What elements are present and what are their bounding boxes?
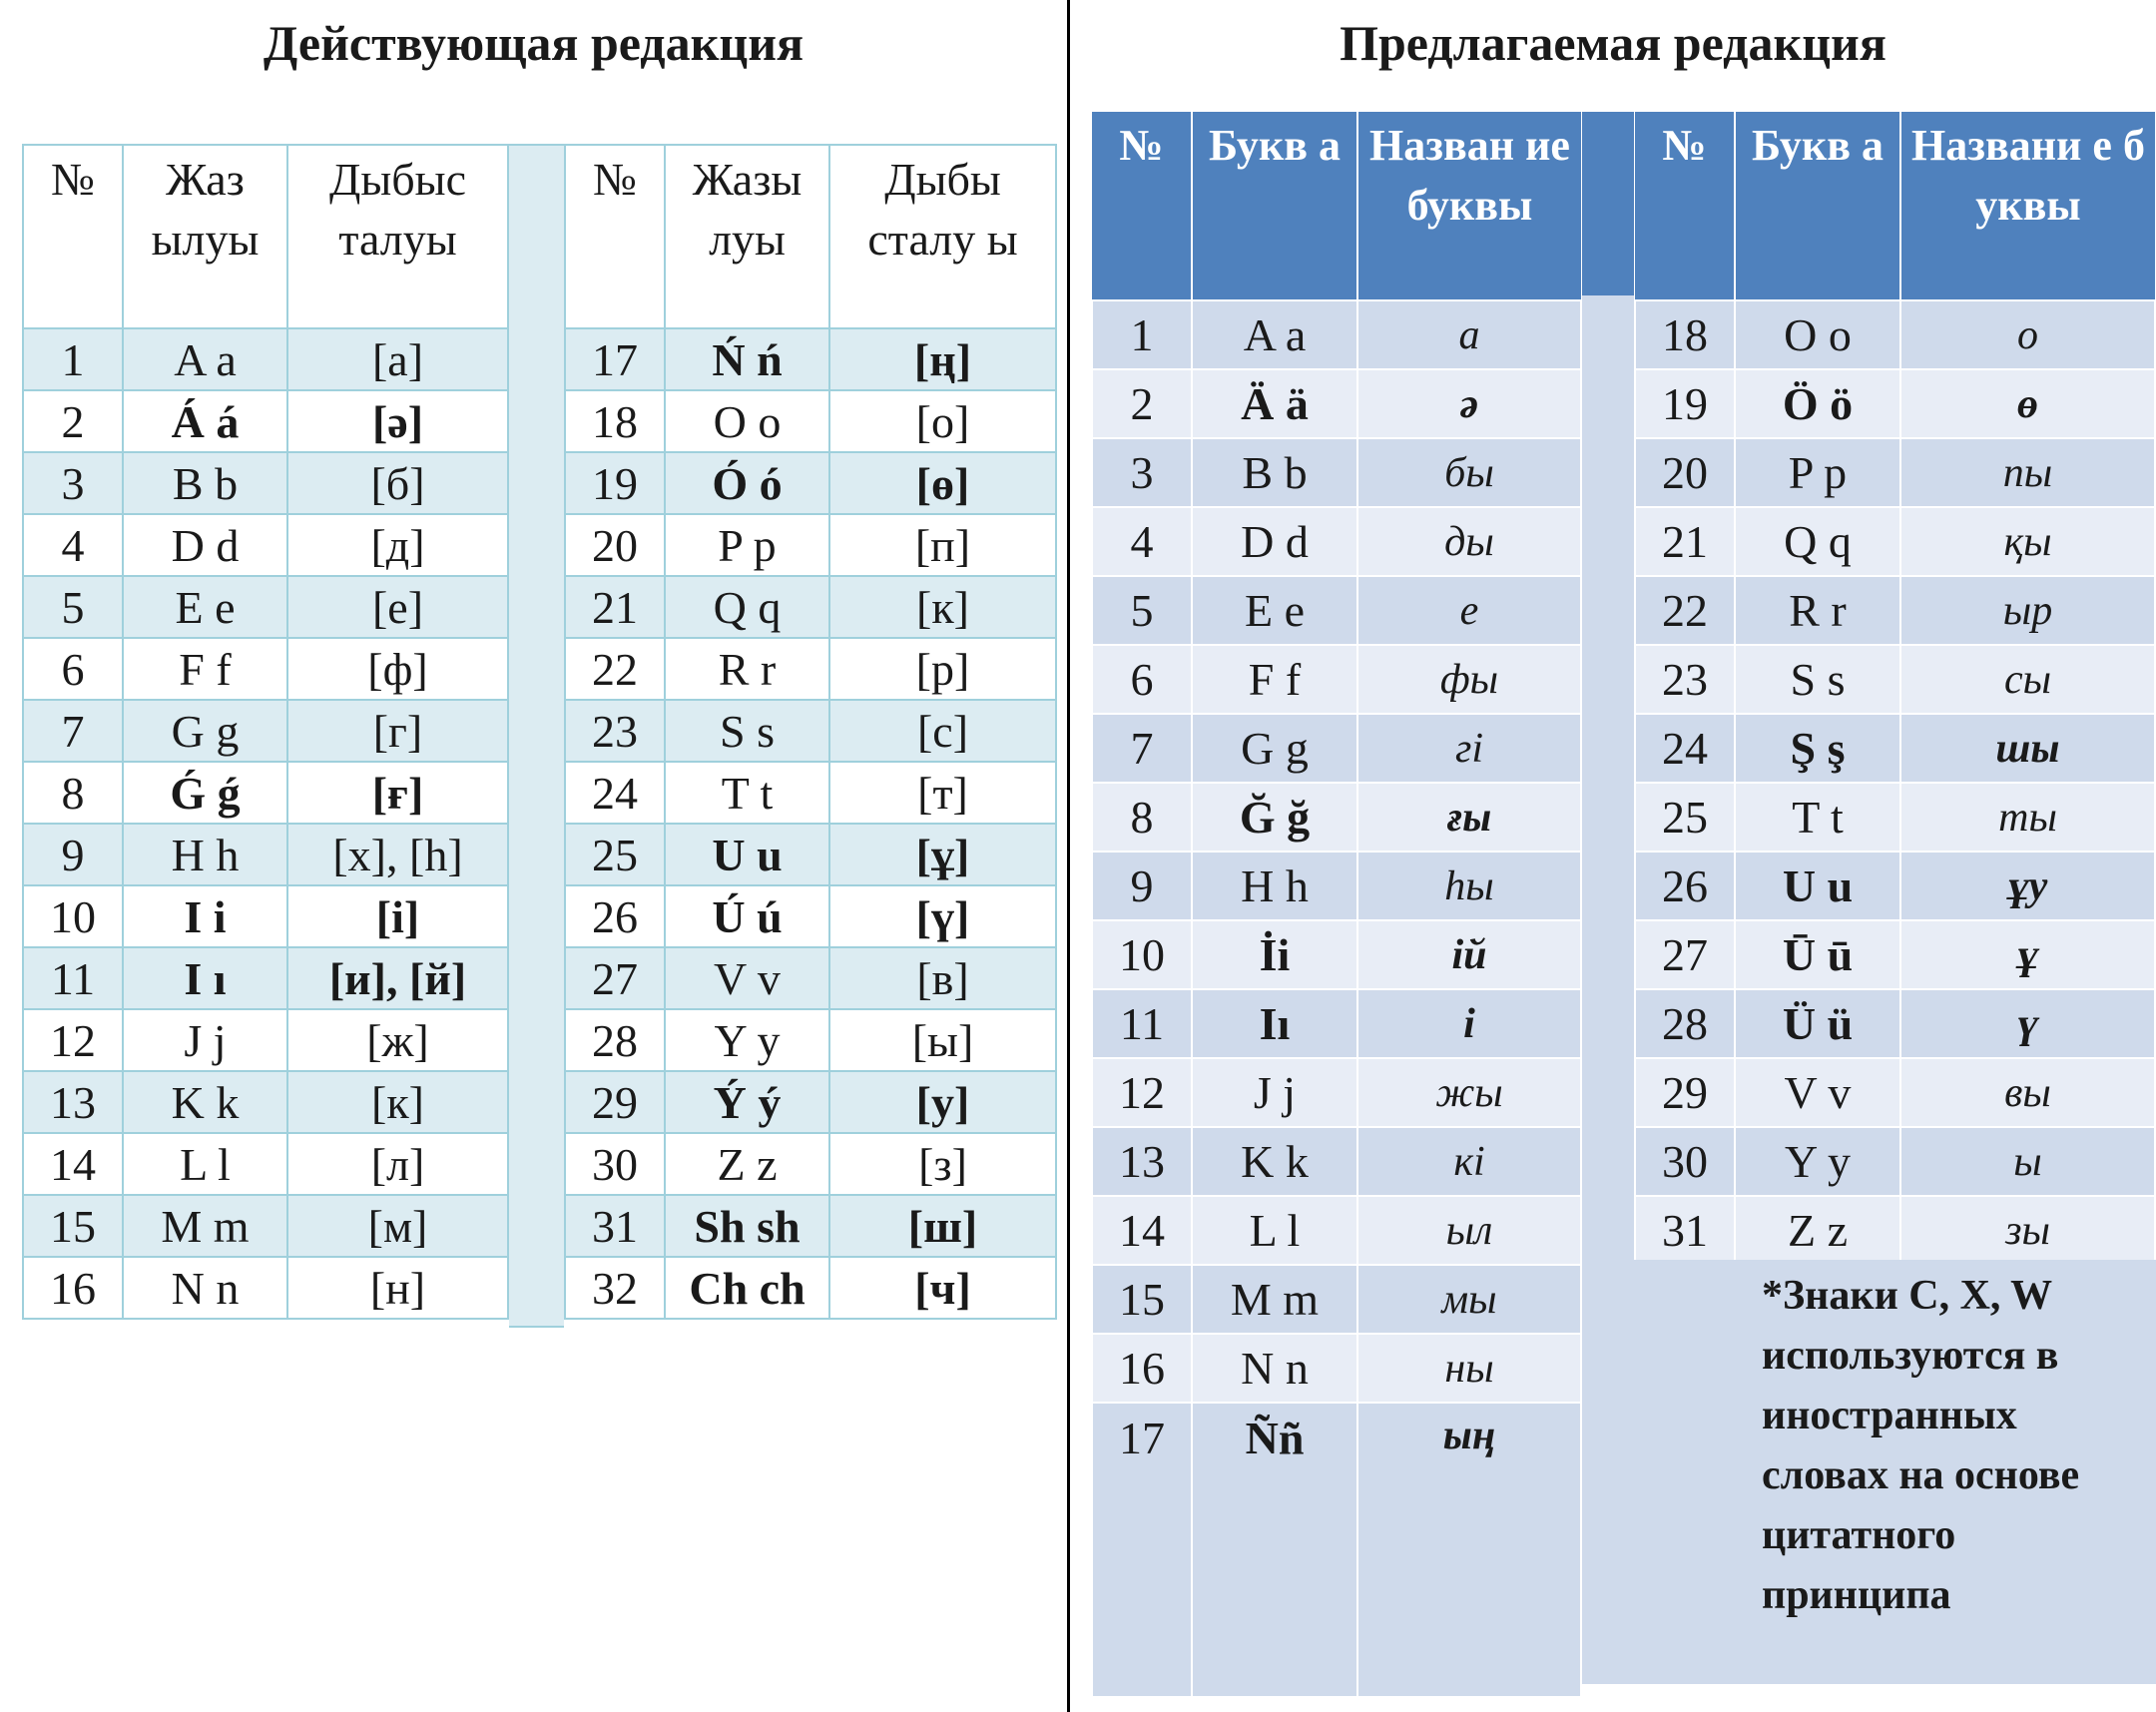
letter-writing: H h [123, 824, 287, 885]
letter-writing: U u [665, 824, 829, 885]
letter-number: 6 [1092, 645, 1192, 714]
letter-glyph: H h [1192, 852, 1357, 920]
letter-number: 25 [1635, 783, 1735, 852]
letter-number: 21 [1635, 507, 1735, 576]
letter-number: 4 [23, 514, 123, 576]
letter-number: 11 [23, 947, 123, 1009]
letter-sound: [б] [287, 452, 508, 514]
table-row [1635, 507, 2155, 576]
letter-sound: [o] [829, 390, 1056, 452]
letter-sound: [ф] [287, 638, 508, 700]
letter-number: 9 [23, 824, 123, 885]
letter-name: а [1357, 300, 1581, 369]
letter-sound: [т] [829, 762, 1056, 824]
header-writing: Жаз ылуы [123, 145, 287, 328]
letter-writing: Á á [123, 390, 287, 452]
letter-name: ү [1900, 989, 2155, 1058]
letter-number: 31 [1635, 1196, 1735, 1265]
letter-number: 12 [23, 1009, 123, 1071]
table-row [23, 1257, 508, 1319]
letter-glyph: Y y [1735, 1127, 1900, 1196]
letter-name: ұу [1900, 852, 2155, 920]
letter-sound: [ұ] [829, 824, 1056, 885]
table-row [1092, 1265, 1581, 1334]
table-row [1092, 1127, 1581, 1196]
letter-name: о [1900, 300, 2155, 369]
letter-number: 32 [565, 1257, 665, 1319]
proposed-header-row [1635, 112, 2155, 300]
letter-number: 17 [565, 328, 665, 390]
letter-glyph: V v [1735, 1058, 1900, 1127]
letter-number: 3 [1092, 438, 1192, 507]
letter-writing: A a [123, 328, 287, 390]
table-row [565, 947, 1056, 1009]
letter-number: 22 [1635, 576, 1735, 645]
letter-writing: M m [123, 1195, 287, 1257]
current-alphabet-table-1 [22, 144, 509, 1320]
proposed-edition-title: Предлагаемая редакция [1340, 15, 1886, 71]
letter-name: ты [1900, 783, 2155, 852]
table-row [1635, 576, 2155, 645]
table-row [1092, 852, 1581, 920]
letter-number: 14 [23, 1133, 123, 1195]
table-row [23, 390, 508, 452]
letter-number: 13 [1092, 1127, 1192, 1196]
letter-sound: [a] [287, 328, 508, 390]
letter-writing: N n [123, 1257, 287, 1319]
letter-number: 27 [565, 947, 665, 1009]
table-row [1635, 989, 2155, 1058]
letter-name: ғы [1357, 783, 1581, 852]
letter-sound: [ғ] [287, 762, 508, 824]
letter-number: 22 [565, 638, 665, 700]
letter-number: 7 [23, 700, 123, 762]
letter-number: 26 [1635, 852, 1735, 920]
letter-sound: [ә] [287, 390, 508, 452]
table-row [1635, 438, 2155, 507]
page-divider [1067, 0, 1070, 1712]
letter-number: 20 [1635, 438, 1735, 507]
table-row [565, 1195, 1056, 1257]
table-row [1092, 300, 1581, 369]
letter-number: 8 [23, 762, 123, 824]
table-row [1635, 783, 2155, 852]
table-row [1092, 920, 1581, 989]
letter-glyph: O o [1735, 300, 1900, 369]
table-row [23, 576, 508, 638]
letter-writing: Ý ý [665, 1071, 829, 1133]
table-row [1635, 714, 2155, 783]
letter-number: 31 [565, 1195, 665, 1257]
letter-glyph: P p [1735, 438, 1900, 507]
letter-name: і [1357, 989, 1581, 1058]
letter-name: hы [1357, 852, 1581, 920]
letter-sound: [и], [й] [287, 947, 508, 1009]
letter-glyph: N n [1192, 1334, 1357, 1403]
table-row [1092, 783, 1581, 852]
letter-glyph: Ññ [1192, 1403, 1357, 1697]
table-row [1092, 576, 1581, 645]
current-table-gap [509, 144, 564, 1328]
letter-sound: [і] [287, 885, 508, 947]
letter-glyph: Ü ü [1735, 989, 1900, 1058]
letter-number: 14 [1092, 1196, 1192, 1265]
header-letter: Букв а [1192, 112, 1357, 300]
letter-name: фы [1357, 645, 1581, 714]
letter-sound: [в] [829, 947, 1056, 1009]
letter-glyph: U u [1735, 852, 1900, 920]
table-row [565, 576, 1056, 638]
table-row [1092, 989, 1581, 1058]
table-row [1092, 507, 1581, 576]
proposed-alphabet-table-1 [1091, 112, 1582, 1698]
table-row [565, 390, 1056, 452]
letter-number: 2 [23, 390, 123, 452]
letter-number: 16 [1092, 1334, 1192, 1403]
letter-writing: B b [123, 452, 287, 514]
letter-writing: T t [665, 762, 829, 824]
table-row [1092, 645, 1581, 714]
letter-number: 10 [23, 885, 123, 947]
header-sound: Дыбы сталу ы [829, 145, 1056, 328]
table-row [1092, 714, 1581, 783]
letter-sound: [к] [287, 1071, 508, 1133]
letter-number: 15 [23, 1195, 123, 1257]
letter-glyph: Iı [1192, 989, 1357, 1058]
letter-glyph: M m [1192, 1265, 1357, 1334]
letter-writing: Sh sh [665, 1195, 829, 1257]
letter-glyph: Q q [1735, 507, 1900, 576]
letter-writing: V v [665, 947, 829, 1009]
letter-sound: [e] [287, 576, 508, 638]
table-row [1635, 852, 2155, 920]
letter-glyph: Z z [1735, 1196, 1900, 1265]
table-row [1635, 369, 2155, 438]
letter-sound: [р] [829, 638, 1056, 700]
letter-number: 29 [565, 1071, 665, 1133]
letter-writing: E e [123, 576, 287, 638]
letter-number: 3 [23, 452, 123, 514]
letter-name: бы [1357, 438, 1581, 507]
letter-number: 27 [1635, 920, 1735, 989]
letter-name: зы [1900, 1196, 2155, 1265]
letter-number: 5 [1092, 576, 1192, 645]
letter-number: 30 [565, 1133, 665, 1195]
letter-number: 2 [1092, 369, 1192, 438]
letter-name: ы [1900, 1127, 2155, 1196]
table-row [23, 1133, 508, 1195]
letter-number: 19 [1635, 369, 1735, 438]
table-row [23, 700, 508, 762]
table-row [565, 1009, 1056, 1071]
table-row [1635, 1058, 2155, 1127]
letter-number: 15 [1092, 1265, 1192, 1334]
letter-number: 19 [565, 452, 665, 514]
table-row [23, 1195, 508, 1257]
letter-glyph: Ğ ğ [1192, 783, 1357, 852]
letter-number: 28 [565, 1009, 665, 1071]
letter-number: 29 [1635, 1058, 1735, 1127]
letter-sound: [ч] [829, 1257, 1056, 1319]
letter-sound: [ң] [829, 328, 1056, 390]
letter-number: 11 [1092, 989, 1192, 1058]
letter-writing: O o [665, 390, 829, 452]
letter-glyph: İi [1192, 920, 1357, 989]
table-row [23, 452, 508, 514]
header-writing: Жазы луы [665, 145, 829, 328]
table-row [23, 947, 508, 1009]
letter-sound: [м] [287, 1195, 508, 1257]
letter-number: 26 [565, 885, 665, 947]
table-row [565, 700, 1056, 762]
letter-number: 1 [23, 328, 123, 390]
table-row [565, 824, 1056, 885]
table-row [565, 762, 1056, 824]
letter-name: е [1357, 576, 1581, 645]
letter-sound: [з] [829, 1133, 1056, 1195]
letter-writing: I ı [123, 947, 287, 1009]
table-row [565, 885, 1056, 947]
letter-glyph: B b [1192, 438, 1357, 507]
letter-name: ө [1900, 369, 2155, 438]
letter-number: 1 [1092, 300, 1192, 369]
letter-writing: K k [123, 1071, 287, 1133]
current-header-row [23, 145, 508, 328]
letter-name: ны [1357, 1334, 1581, 1403]
letter-number: 23 [1635, 645, 1735, 714]
table-row [1092, 1334, 1581, 1403]
table-row [1635, 1196, 2155, 1265]
table-row [1635, 920, 2155, 989]
letter-writing: Q q [665, 576, 829, 638]
letter-sound: [у] [829, 1071, 1056, 1133]
letter-glyph: G g [1192, 714, 1357, 783]
letter-number: 5 [23, 576, 123, 638]
letter-sound: [ы] [829, 1009, 1056, 1071]
letter-name: мы [1357, 1265, 1581, 1334]
letter-glyph: A a [1192, 300, 1357, 369]
letter-writing: Ǵ ǵ [123, 762, 287, 824]
proposed-header-row [1092, 112, 1581, 300]
letter-name: ій [1357, 920, 1581, 989]
letter-number: 28 [1635, 989, 1735, 1058]
letter-glyph: K k [1192, 1127, 1357, 1196]
letter-writing: Ń ń [665, 328, 829, 390]
letter-writing: Ch ch [665, 1257, 829, 1319]
letter-writing: J j [123, 1009, 287, 1071]
letter-number: 18 [1635, 300, 1735, 369]
proposed-alphabet-table-2 [1634, 112, 2156, 1266]
table-row [565, 1133, 1056, 1195]
letter-number: 24 [565, 762, 665, 824]
letter-sound: [ж] [287, 1009, 508, 1071]
letter-number: 8 [1092, 783, 1192, 852]
letter-name: вы [1900, 1058, 2155, 1127]
letter-name: ыл [1357, 1196, 1581, 1265]
table-row [23, 514, 508, 576]
table-row [23, 824, 508, 885]
letter-name: сы [1900, 645, 2155, 714]
letter-sound: [п] [829, 514, 1056, 576]
table-row [23, 1071, 508, 1133]
letter-name: шы [1900, 714, 2155, 783]
letter-number: 9 [1092, 852, 1192, 920]
letter-glyph: T t [1735, 783, 1900, 852]
table-row [23, 1009, 508, 1071]
table-row [1092, 1196, 1581, 1265]
letter-number: 10 [1092, 920, 1192, 989]
letter-writing: Ó ó [665, 452, 829, 514]
table-row [565, 1071, 1056, 1133]
letter-sound: [ш] [829, 1195, 1056, 1257]
header-letter-name: Названи е буквы [1900, 112, 2155, 300]
letter-sound: [x], [h] [287, 824, 508, 885]
footnote-text: *Знаки C, X, W используются в иностранных словах на основе цитатного принципа [1762, 1273, 2080, 1618]
table-row [1635, 1127, 2155, 1196]
letter-writing: Ú ú [665, 885, 829, 947]
letter-writing: P p [665, 514, 829, 576]
table-row [1635, 300, 2155, 369]
letter-name: ыр [1900, 576, 2155, 645]
letter-name: жы [1357, 1058, 1581, 1127]
current-alphabet-table-2 [564, 144, 1057, 1320]
letter-sound: [c] [829, 700, 1056, 762]
letter-number: 7 [1092, 714, 1192, 783]
letter-glyph: R r [1735, 576, 1900, 645]
table-row [565, 452, 1056, 514]
letter-glyph: D d [1192, 507, 1357, 576]
letter-name: кі [1357, 1127, 1581, 1196]
letter-number: 24 [1635, 714, 1735, 783]
table-row [23, 638, 508, 700]
table-row [23, 328, 508, 390]
letter-glyph: Ū ū [1735, 920, 1900, 989]
letter-sound: [д] [287, 514, 508, 576]
header-number: № [565, 145, 665, 328]
letter-writing: S s [665, 700, 829, 762]
table-row [1092, 1058, 1581, 1127]
letter-number: 20 [565, 514, 665, 576]
letter-sound: [ү] [829, 885, 1056, 947]
letter-writing: Y y [665, 1009, 829, 1071]
letter-writing: Z z [665, 1133, 829, 1195]
letter-name: ә [1357, 369, 1581, 438]
letter-number: 6 [23, 638, 123, 700]
table-row [1092, 438, 1581, 507]
header-number: № [1092, 112, 1192, 300]
table-row [1635, 645, 2155, 714]
letter-name: ды [1357, 507, 1581, 576]
current-edition-title: Действующая редакция [263, 15, 805, 71]
letter-writing: G g [123, 700, 287, 762]
letter-glyph: F f [1192, 645, 1357, 714]
letter-number: 17 [1092, 1403, 1192, 1697]
letter-glyph: E e [1192, 576, 1357, 645]
letter-number: 21 [565, 576, 665, 638]
letter-number: 16 [23, 1257, 123, 1319]
header-sound: Дыбыс талуы [287, 145, 508, 328]
letter-glyph: Ş ş [1735, 714, 1900, 783]
letter-writing: R r [665, 638, 829, 700]
letter-number: 23 [565, 700, 665, 762]
table-row [1092, 1403, 1581, 1697]
letter-sound: [к] [829, 576, 1056, 638]
letter-name: қы [1900, 507, 2155, 576]
letter-glyph: S s [1735, 645, 1900, 714]
table-row [565, 514, 1056, 576]
header-letter: Букв а [1735, 112, 1900, 300]
letter-name: ұ [1900, 920, 2155, 989]
current-header-row [565, 145, 1056, 328]
letter-name: ың [1357, 1403, 1581, 1697]
letter-sound: [ө] [829, 452, 1056, 514]
letter-sound: [л] [287, 1133, 508, 1195]
letter-number: 13 [23, 1071, 123, 1133]
letter-number: 18 [565, 390, 665, 452]
table-row [23, 762, 508, 824]
letter-number: 30 [1635, 1127, 1735, 1196]
letter-writing: L l [123, 1133, 287, 1195]
letter-writing: F f [123, 638, 287, 700]
letter-glyph: J j [1192, 1058, 1357, 1127]
letter-sound: [н] [287, 1257, 508, 1319]
table-row [565, 638, 1056, 700]
table-row [1092, 369, 1581, 438]
table-row [565, 328, 1056, 390]
letter-number: 25 [565, 824, 665, 885]
letter-writing: I i [123, 885, 287, 947]
header-number: № [23, 145, 123, 328]
letter-number: 4 [1092, 507, 1192, 576]
table-row [565, 1257, 1056, 1319]
letter-glyph: L l [1192, 1196, 1357, 1265]
letter-glyph: Ö ö [1735, 369, 1900, 438]
letter-glyph: Ä ä [1192, 369, 1357, 438]
letter-writing: D d [123, 514, 287, 576]
header-letter-name: Назван ие буквы [1357, 112, 1581, 300]
letter-name: гі [1357, 714, 1581, 783]
letter-sound: [г] [287, 700, 508, 762]
proposed-table-gap [1582, 112, 1634, 1684]
header-number: № [1635, 112, 1735, 300]
table-row [23, 885, 508, 947]
letter-name: пы [1900, 438, 2155, 507]
letter-number: 12 [1092, 1058, 1192, 1127]
